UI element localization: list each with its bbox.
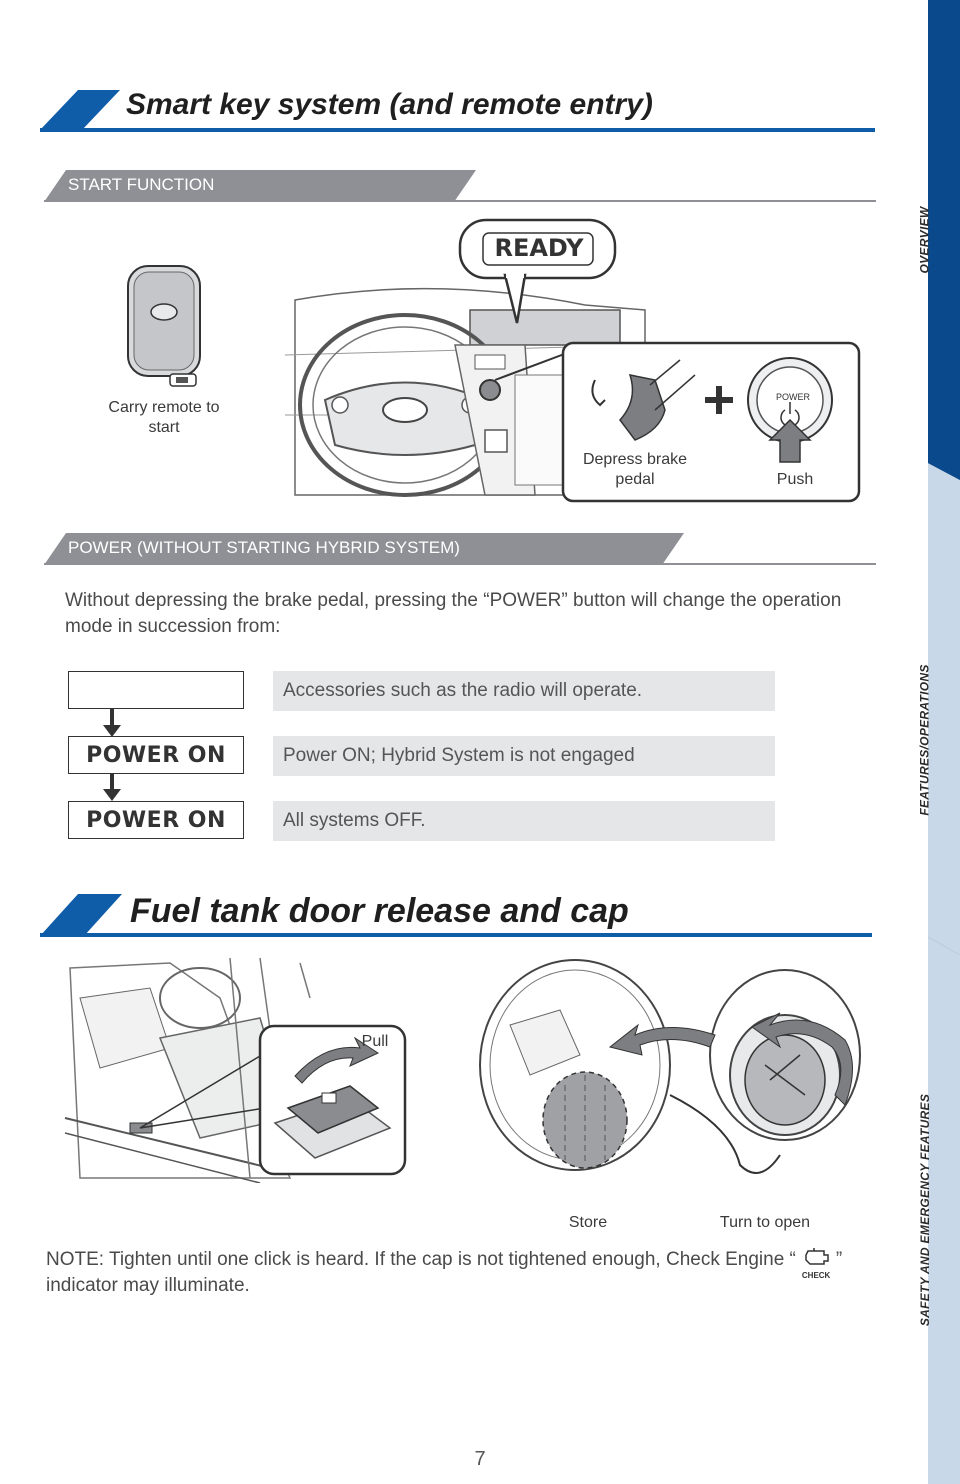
fuel-door-cap-illustration xyxy=(470,955,865,1180)
turn-to-open-caption: Turn to open xyxy=(719,1214,811,1231)
pull-caption: Pull xyxy=(361,1033,389,1050)
smart-key-fob-illustration xyxy=(120,260,210,390)
ready-indicator: READY xyxy=(494,234,584,262)
fuel-note-part2: ” indicator may illuminate. xyxy=(46,1249,843,1297)
mode-description-1: Accessories such as the radio will operate. xyxy=(273,671,775,711)
side-tab-features-label: FEATURES/OPERATIONS xyxy=(918,664,933,816)
mode-box-1 xyxy=(68,671,244,709)
depress-brake-caption: Depress brake pedal xyxy=(582,451,688,488)
fuel-release-interior-illustration xyxy=(60,958,410,1183)
store-caption: Store xyxy=(568,1214,608,1231)
side-tab-overview-label: OVERVIEW xyxy=(917,206,932,274)
power-mode-header: POWER (WITHOUT STARTING HYBRID SYSTEM) xyxy=(68,538,460,557)
side-tab-overview[interactable] xyxy=(890,120,960,360)
side-tab-safety[interactable] xyxy=(890,1020,960,1400)
mode-box-2: POWER ON xyxy=(68,736,244,774)
side-tab-safety-label: SAFETY AND EMERGENCY FEATURES xyxy=(918,1093,933,1327)
check-icon-label: CHECK xyxy=(801,1271,831,1280)
power-mode-intro: Without depressing the brake pedal, pressing the “POWER” button will change the operation mode in succession from: xyxy=(65,590,842,637)
mode-description-3: All systems OFF. xyxy=(273,801,775,841)
mode-box-3: POWER ON xyxy=(68,801,244,839)
page-number: 7 xyxy=(474,1448,486,1470)
carry-remote-caption: Carry remote to start xyxy=(108,399,220,436)
power-button-label: POWER xyxy=(776,392,811,402)
side-tab-features[interactable] xyxy=(890,540,960,940)
start-function-header: START FUNCTION xyxy=(68,175,215,194)
mode-flow-arrows xyxy=(100,709,124,804)
smart-key-title: Smart key system (and remote entry) xyxy=(126,88,653,121)
fuel-title: Fuel tank door release and cap xyxy=(130,892,629,930)
fuel-note xyxy=(46,1247,866,1299)
mode-description-2: Power ON; Hybrid System is not engaged xyxy=(273,736,775,776)
check-engine-icon xyxy=(798,1247,834,1280)
fuel-note-part1: NOTE: Tighten until one click is heard. If the cap is not tightened enough, Check Engine “ xyxy=(46,1249,796,1271)
push-caption: Push xyxy=(776,471,814,488)
